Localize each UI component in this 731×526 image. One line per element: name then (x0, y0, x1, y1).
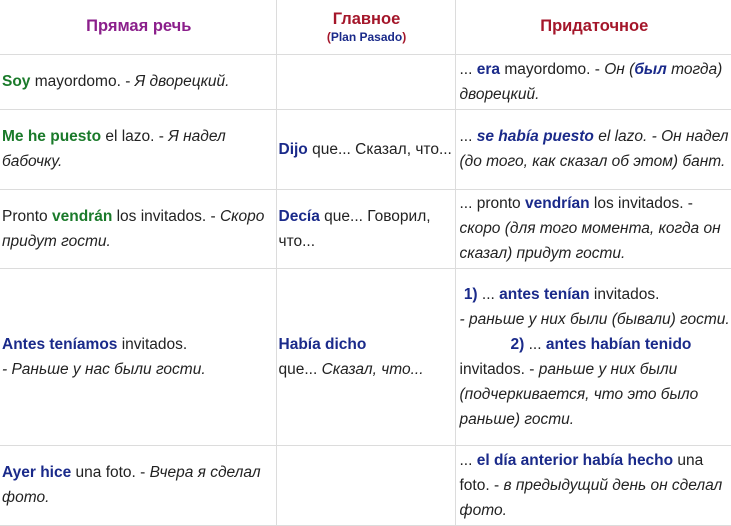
cell-subordinate: ... se había puesto el lazo. - Он надел (до того, как сказал об этом) бант. (455, 109, 731, 189)
cell-main (276, 445, 455, 525)
header-main-title: Главное (332, 9, 401, 28)
cell-main: Decía que... Говорил, что... (276, 189, 455, 268)
table-row (0, 189, 731, 268)
cell-direct: Ayer hice una foto. - Вчера я сделал фото. (0, 445, 276, 525)
plan-pasado-label: Plan Pasado (330, 29, 403, 44)
header-main (276, 0, 455, 54)
cell-direct: Antes teníamos invitados. - Раньше у нас были гости. (0, 268, 276, 445)
header-direct-speech: Прямая речь (0, 0, 276, 54)
header-subordinate: Придаточное (455, 0, 731, 54)
cell-direct: Me he puesto el lazo. - Я надел бабочку. (0, 109, 276, 189)
cell-direct: Soy mayordomo. - Я дворецкий. (0, 54, 276, 109)
header-row (0, 0, 731, 54)
header-main-subtitle: (Plan Pasado) (326, 29, 407, 44)
cell-main: Dijo que... Сказал, что... (276, 109, 455, 189)
cell-subordinate: 1) ... antes tenían invitados. - раньше у них были (бывали) гости. 2) ... antes habían tenido invitados. - раньше у них были (подчеркивается, что это было раньше) гости. (455, 268, 731, 445)
cell-subordinate: ... el día anterior había hecho una foto. - в предыдущий день он сделал фото. (455, 445, 731, 525)
cell-main: Había dicho que... Сказал, что... (276, 268, 455, 445)
cell-direct: Pronto vendrán los invitados. - Скоро придут гости. (0, 189, 276, 268)
table-row (0, 109, 731, 189)
cell-subordinate: ... era mayordomo. - Он (был тогда) дворецкий. (455, 54, 731, 109)
cell-main (276, 54, 455, 109)
table-row (0, 54, 731, 109)
cell-subordinate: ... pronto vendrían los invitados. - скоро (для того момента, когда он сказал) придут гости. (455, 189, 731, 268)
table-row (0, 445, 731, 525)
table-row (0, 268, 731, 445)
